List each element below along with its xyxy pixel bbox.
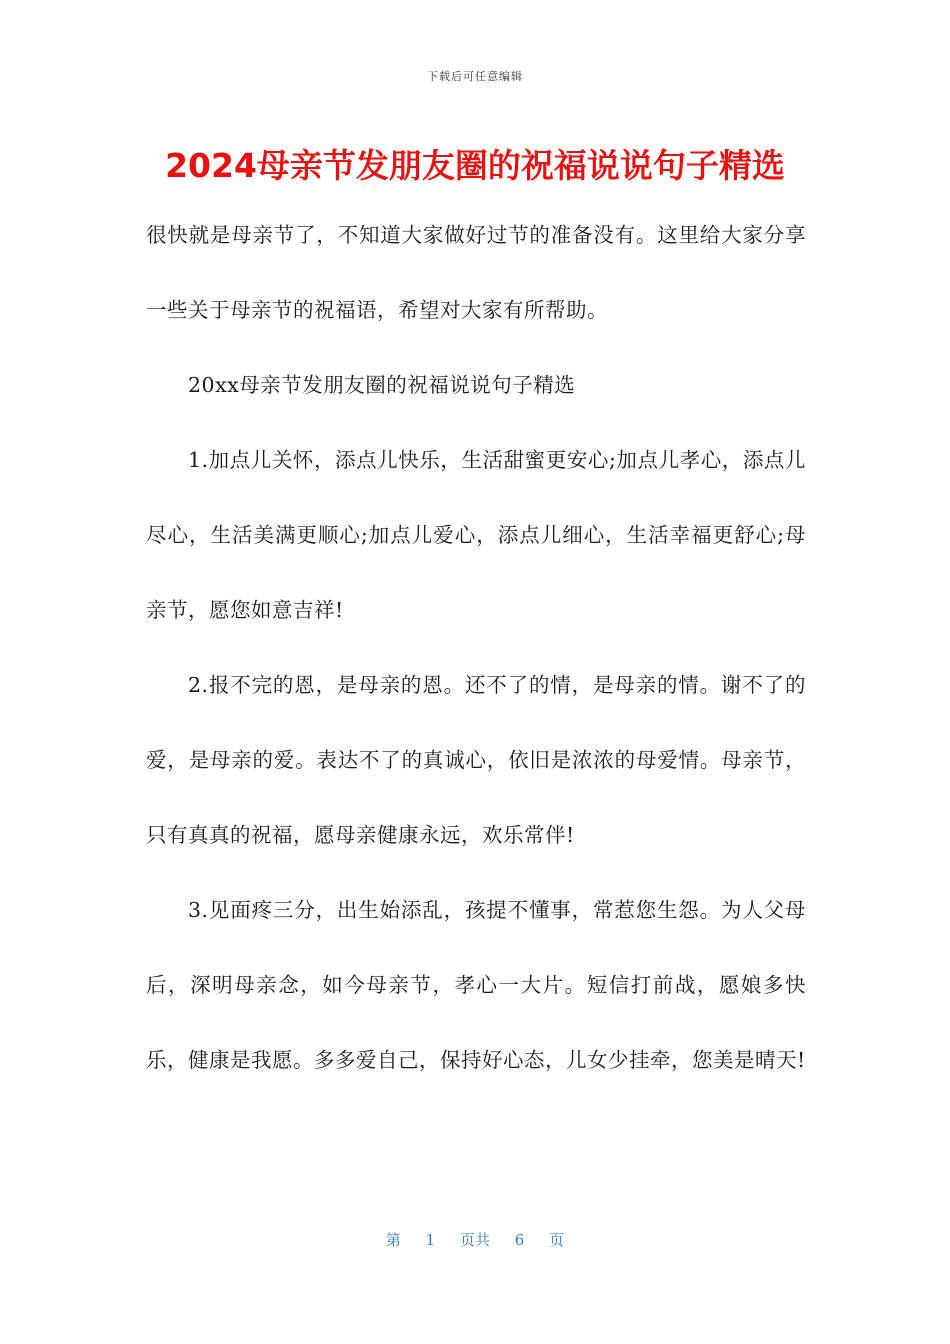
blessing-paragraph-3: 3.见面疼三分，出生始添乱，孩提不懂事，常惹您生怨。为人父母后，深明母亲念，如今母亲节，孝心一大片。短信打前战，愿娘多快乐，健康是我愿。多多爱自己，保持好心态，儿女少挂牵，您美是晴天!	[146, 898, 806, 1072]
intro-paragraph: 很快就是母亲节了，不知道大家做好过节的准备没有。这里给大家分享一些关于母亲节的祝福语，希望对大家有所帮助。	[146, 223, 806, 322]
section-heading: 20xx母亲节发朋友圈的祝福说说句子精选	[188, 373, 576, 397]
document-title: 2024母亲节发朋友圈的祝福说说句子精选	[165, 146, 785, 185]
document-body	[146, 198, 806, 1098]
page-footer	[0, 1229, 950, 1250]
blessing-paragraph-2: 2.报不完的恩，是母亲的恩。还不了的情，是母亲的情。谢不了的爱，是母亲的爱。表达不了的真诚心，依旧是浓浓的母爱情。母亲节，只有真真的祝福，愿母亲健康永远，欢乐常伴!	[146, 673, 806, 847]
blessing-paragraph-1: 1.加点儿关怀，添点儿快乐，生活甜蜜更安心;加点儿孝心，添点儿尽心，生活美满更顺心;加点儿爱心，添点儿细心，生活幸福更舒心;母亲节，愿您如意吉祥!	[146, 448, 806, 622]
page-number-text: 第 1 页共 6 页	[385, 1231, 565, 1249]
header-note: 下载后可任意编辑	[427, 70, 523, 83]
